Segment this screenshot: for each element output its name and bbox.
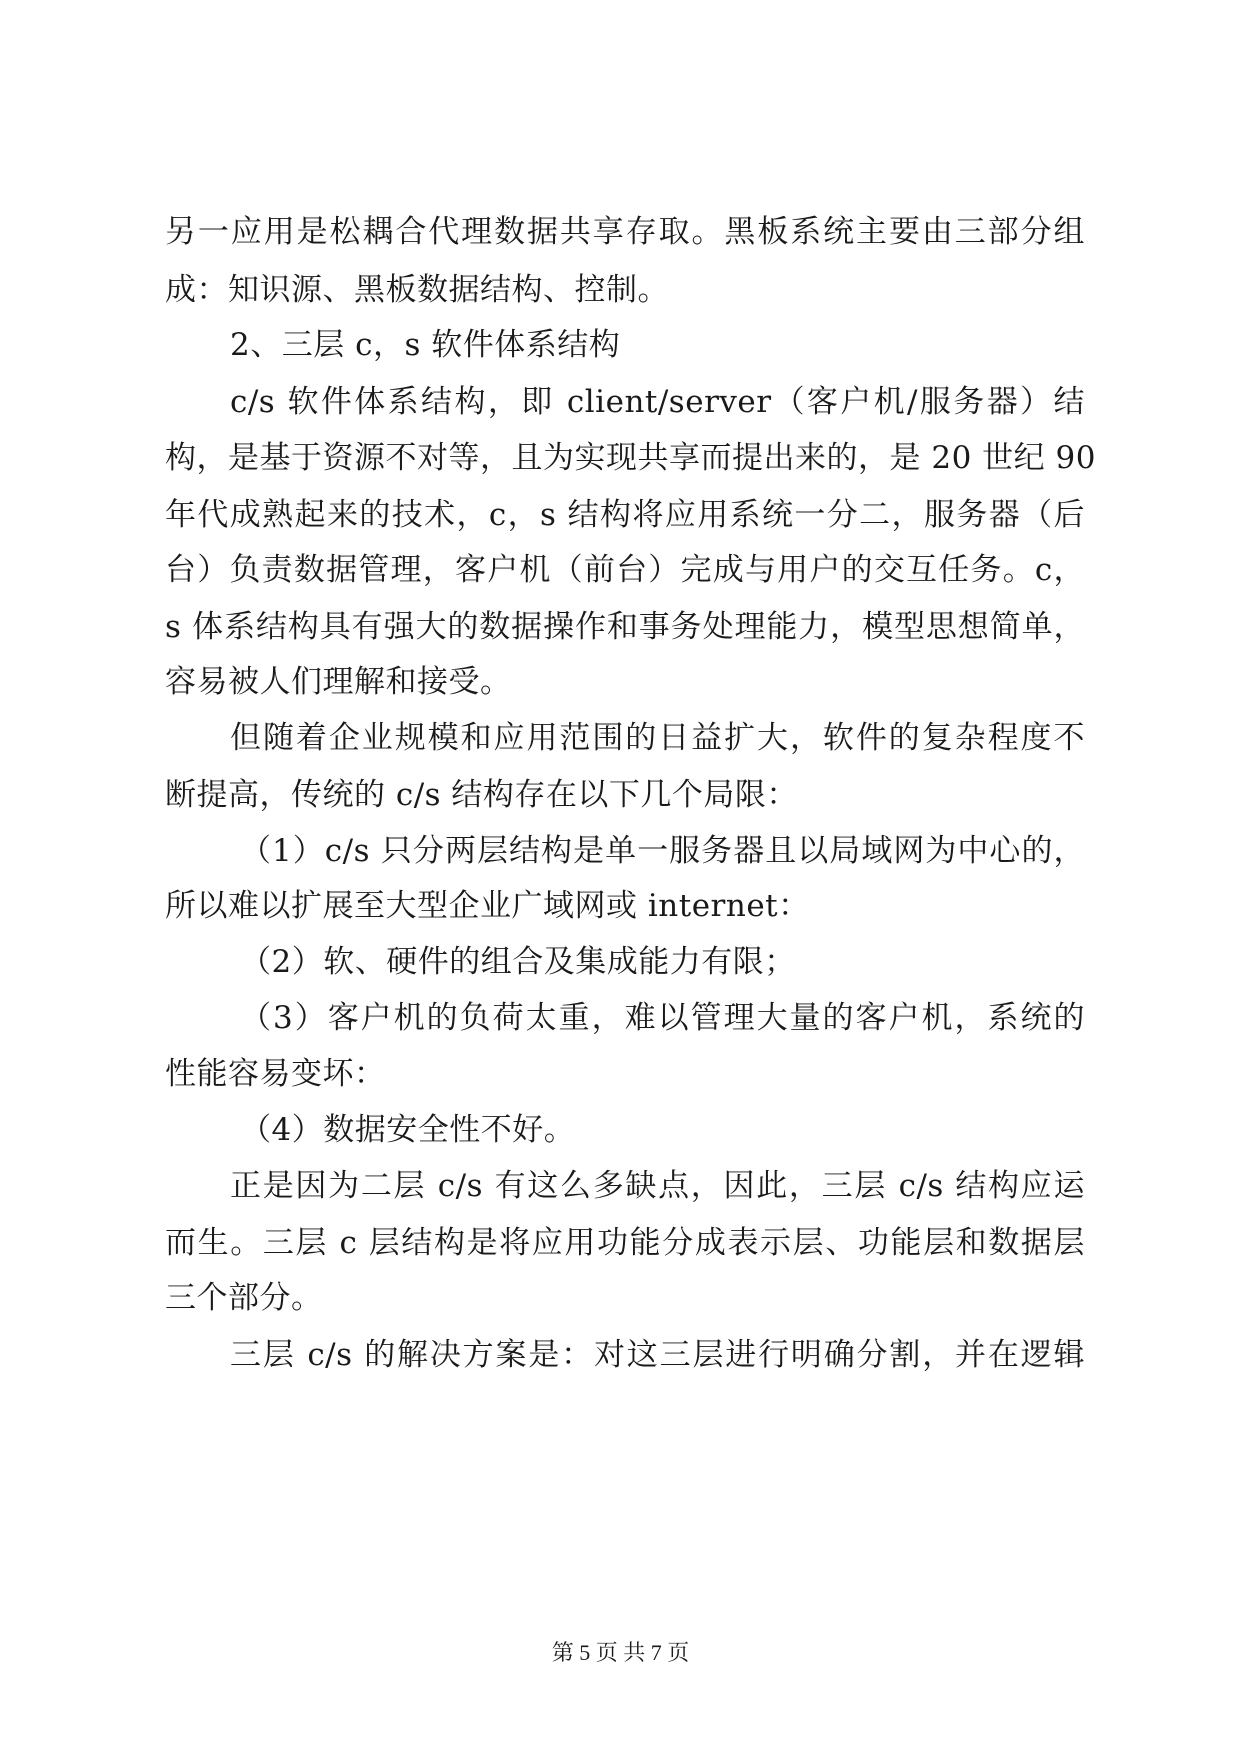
list-item: （2）软、硬件的组合及集成能力有限； [240,944,796,980]
text-line: 成：知识源、黑板数据结构、控制。 [165,272,669,308]
list-item: （3）客户机的负荷太重，难以管理大量的客户机，系统的 [240,1000,1085,1036]
text-line: 三层 c/s 的解决方案是：对这三层进行明确分割，并在逻辑 [230,1337,1085,1373]
section-heading: 2、三层 c，s 软件体系结构 [230,327,621,363]
text-line: s 体系结构具有强大的数据操作和事务处理能力，模型思想简单， [165,609,1085,645]
text-line: 三个部分。 [165,1280,323,1316]
text-line: 断提高，传统的 c/s 结构存在以下几个局限： [165,777,798,813]
list-item: （1）c/s 只分两层结构是单一服务器且以局域网为中心的， [240,833,1085,869]
page-footer: 第 5 页 共 7 页 [551,1640,690,1665]
text-line: c/s 软件体系结构，即 client/server（客户机/服务器）结 [230,384,1085,420]
list-item: （4）数据安全性不好。 [240,1112,576,1148]
text-line: 但随着企业规模和应用范围的日益扩大，软件的复杂程度不 [230,720,1085,756]
text-line: 年代成熟起来的技术，c，s 结构将应用系统一分二，服务器（后 [165,497,1085,533]
text-line: 正是因为二层 c/s 有这么多缺点，因此，三层 c/s 结构应运 [230,1168,1085,1204]
text-line: 台）负责数据管理，客户机（前台）完成与用户的交互任务。c， [165,552,1085,588]
text-line: 容易被人们理解和接受。 [165,664,512,700]
text-line: 而生。三层 c 层结构是将应用功能分成表示层、功能层和数据层 [165,1225,1085,1261]
text-line: 所以难以扩展至大型企业广域网或 internet： [165,888,810,924]
text-line: 构，是基于资源不对等，且为实现共享而提出来的，是 20 世纪 90 [165,440,1096,476]
text-line: 另一应用是松耦合代理数据共享存取。黑板系统主要由三部分组 [165,214,1085,250]
text-line: 性能容易变坏： [165,1056,386,1092]
